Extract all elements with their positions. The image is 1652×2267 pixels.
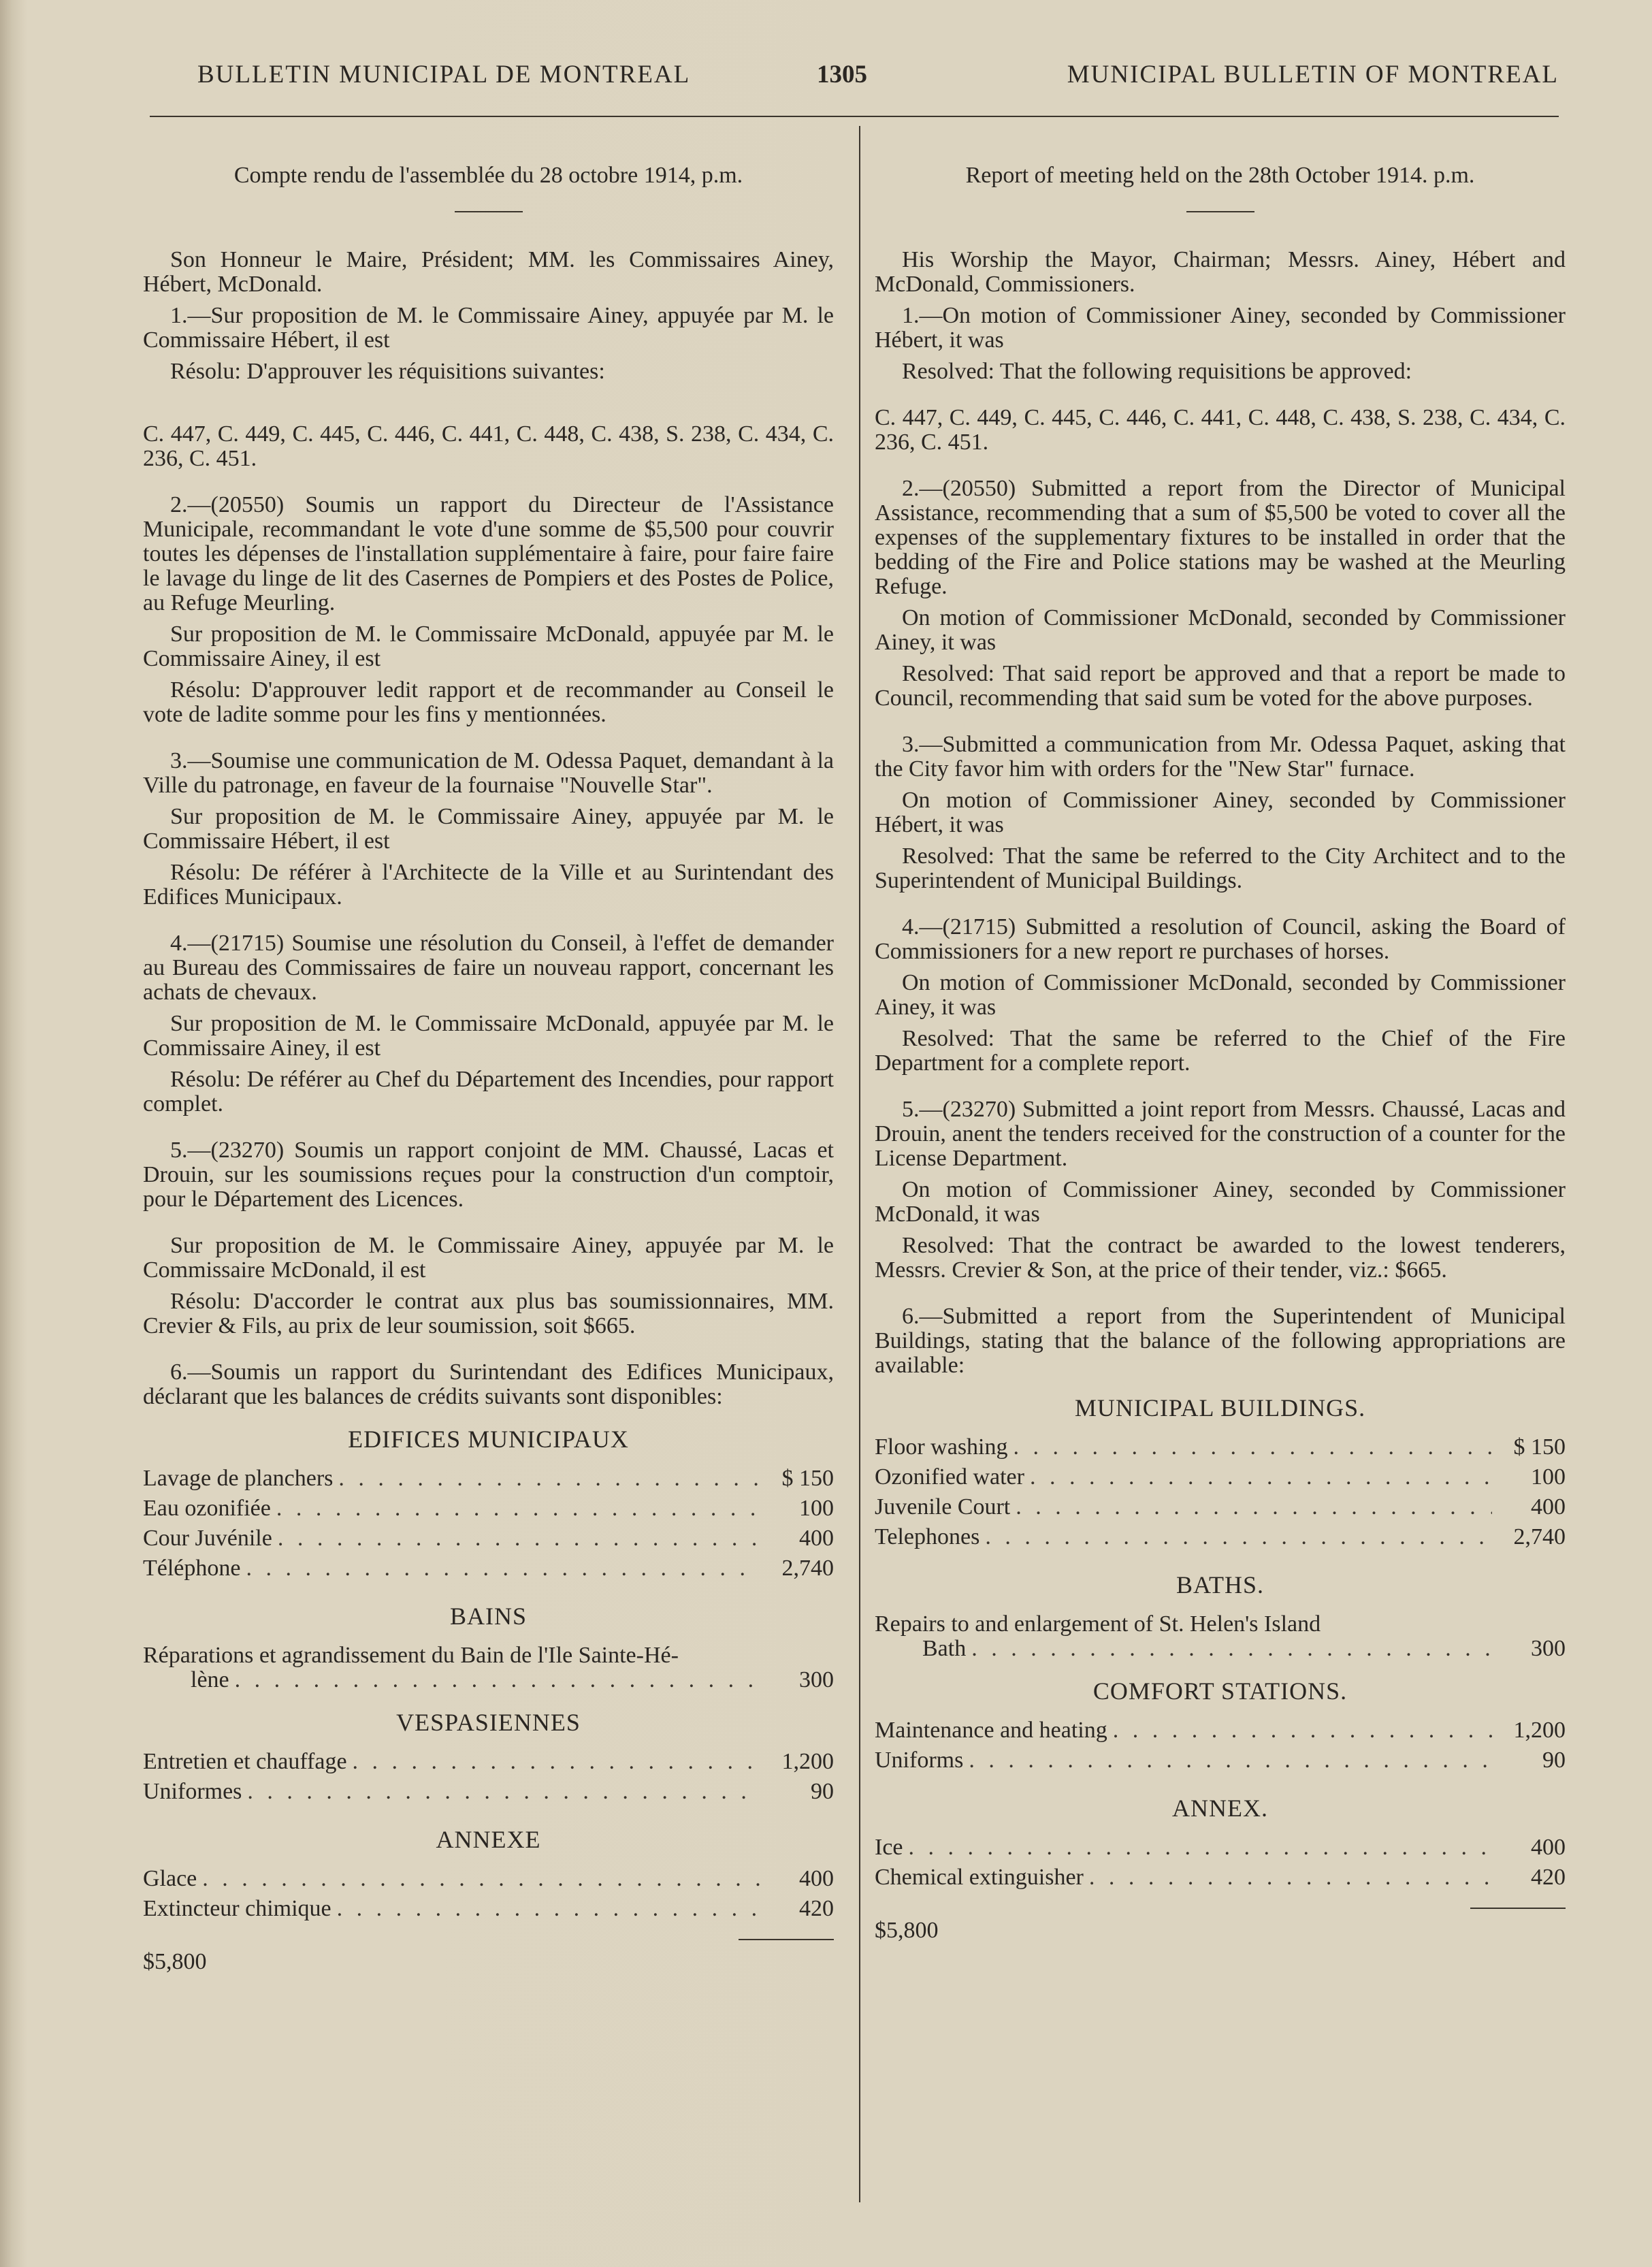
- item-value: 2,740: [1513, 1524, 1566, 1549]
- page-header: [150, 60, 1559, 101]
- item3-resolved: Résolu: De référer à l'Architecte de la Ville et au Surintendant des Edifices Municipaux.: [143, 860, 834, 910]
- section-heading: MUNICIPAL BUILDINGS.: [1074, 1394, 1366, 1421]
- item-label: Juvenile Court: [875, 1494, 1011, 1520]
- item2-motion: On motion of Commissioner McDonald, seconded by Commissioner Ainey, it was: [875, 605, 1566, 655]
- list-item: [875, 1612, 1566, 1661]
- item5-resolved: Résolu: D'accorder le contrat aux plus bas soumissionnaires, MM. Crevier & Fils, au prix de leur soumission, soit $665.: [143, 1289, 834, 1338]
- item-value: 2,740: [781, 1556, 834, 1581]
- item4-resolved: Resolved: That the same be referred to the Chief of the Fire Department for a complete report.: [875, 1026, 1566, 1076]
- title-rule: [455, 211, 523, 212]
- item-label: Uniforms: [875, 1748, 964, 1773]
- list-item: [143, 1556, 834, 1586]
- item4-report: 4.—(21715) Soumise une résolution du Conseil, à l'effet de demander au Bureau des Commissaires de faire un nouveau rapport, concernant les achats de chevaux.: [143, 931, 834, 1005]
- item2-report: 2.—(20550) Soumis un rapport du Directeur de l'Assistance Municipale, recommandant le vote d'une somme de $5,500 pour couvrir toutes les dépenses de l'installation supplémentaire à faire, pour faire faire le lavage du linge de lit des Casernes de Pompiers et des Postes de Police, au Refuge Meurling.: [143, 492, 834, 615]
- item3-report: 3.—Submitted a communication from Mr. Odessa Paquet, asking that the City favor him with orders for the "New Star" furnace.: [875, 732, 1566, 782]
- item3-motion: Sur proposition de M. le Commissaire Ainey, appuyée par M. le Commissaire Hébert, il est: [143, 804, 834, 854]
- meeting-title: Report of meeting held on the 28th October 1914. p.m.: [965, 163, 1475, 188]
- title-rule: [1186, 211, 1254, 212]
- item3-report: 3.—Soumise une communication de M. Odessa Paquet, demandant à la Ville du patronage, en faveur de la fournaise "Nouvelle Star".: [143, 748, 834, 798]
- item-value: 90: [1542, 1748, 1566, 1773]
- item-label-cont: Bath: [922, 1636, 967, 1661]
- item-label: Uniformes: [143, 1779, 242, 1804]
- list-item: [875, 1465, 1566, 1495]
- present-members: His Worship the Mayor, Chairman; Messrs. Ainey, Hébert and McDonald, Commissioners.: [875, 247, 1566, 297]
- item2-motion: Sur proposition de M. le Commissaire McDonald, appuyée par M. le Commissaire Ainey, il est: [143, 622, 834, 671]
- item-label: Entretien et chauffage: [143, 1749, 347, 1774]
- item5-motion: On motion of Commissioner Ainey, seconded by Commissioner McDonald, it was: [875, 1177, 1566, 1227]
- item-value: 100: [1531, 1464, 1566, 1490]
- item-value: 100: [799, 1496, 834, 1521]
- item-value: 420: [799, 1896, 834, 1921]
- total-rule: [1470, 1908, 1566, 1909]
- item-value: 1,200: [1513, 1718, 1566, 1743]
- english-column: [875, 163, 1566, 1943]
- item1-motion: 1.—On motion of Commissioner Ainey, seconded by Commissioner Hébert, it was: [875, 303, 1566, 353]
- header-english-title: MUNICIPAL BULLETIN OF MONTREAL: [1067, 61, 1559, 89]
- item6-report: 6.—Submitted a report from the Superintendent of Municipal Buildings, stating that the balance of the following appropriations are available:: [875, 1304, 1566, 1378]
- item-value: $ 150: [781, 1466, 834, 1491]
- section-heading: ANNEXE: [436, 1826, 541, 1853]
- list-item: [875, 1525, 1566, 1555]
- item4-report: 4.—(21715) Submitted a resolution of Council, asking the Board of Commissioners for a new report re purchases of horses.: [875, 914, 1566, 964]
- item-label-cont: lène: [191, 1667, 229, 1692]
- total-amount: $5,800: [143, 1949, 207, 1974]
- item2-report: 2.—(20550) Submitted a report from the Director of Municipal Assistance, recommending that a sum of $5,500 be voted to cover all the expenses of the supplementary fixtures to be installed in order that the bedding of the Fire and Police stations may be washed at the Meurling Refuge.: [875, 476, 1566, 599]
- item6-report: 6.—Soumis un rapport du Surintendant des Edifices Municipaux, déclarant que les balances de crédits suivants sont disponibles:: [143, 1360, 834, 1409]
- item-label: Repairs to and enlargement of St. Helen's Island: [875, 1611, 1321, 1637]
- list-item: [143, 1897, 834, 1927]
- item-value: $ 150: [1513, 1434, 1566, 1460]
- item3-motion: On motion of Commissioner Ainey, seconded by Commissioner Hébert, it was: [875, 788, 1566, 837]
- item-label: Téléphone: [143, 1556, 241, 1581]
- list-item: [143, 1643, 834, 1692]
- list-item: [143, 1867, 834, 1897]
- item1-resolved: Resolved: That the following requisitions be approved:: [902, 359, 1412, 384]
- list-item: [143, 1750, 834, 1780]
- section-heading: COMFORT STATIONS.: [1092, 1677, 1348, 1705]
- list-item: [143, 1780, 834, 1810]
- item5-report: 5.—(23270) Soumis un rapport conjoint de MM. Chaussé, Lacas et Drouin, sur les soumissions reçues pour la construction d'un comptoir, pour le Département des Licences.: [143, 1138, 834, 1212]
- item-label: Cour Juvénile: [143, 1526, 272, 1551]
- section-heading: ANNEX.: [1172, 1795, 1268, 1822]
- list-item: [143, 1496, 834, 1526]
- item4-motion: Sur proposition de M. le Commissaire McDonald, appuyée par M. le Commissaire Ainey, il est: [143, 1011, 834, 1061]
- section-heading: BAINS: [449, 1603, 528, 1630]
- item1-motion: 1.—Sur proposition de M. le Commissaire Ainey, appuyée par M. le Commissaire Hébert, il est: [143, 303, 834, 353]
- item-label: Réparations et agrandissement du Bain de l'Ile Sainte-Hé-: [143, 1643, 679, 1668]
- list-item: [143, 1526, 834, 1556]
- list-item: [143, 1466, 834, 1496]
- item-label: Glace: [143, 1866, 197, 1891]
- item-label: Ozonified water: [875, 1464, 1024, 1490]
- item-label: Floor washing: [875, 1434, 1008, 1460]
- item-value: 400: [1531, 1835, 1566, 1860]
- list-item: [875, 1435, 1566, 1465]
- item4-resolved: Résolu: De référer au Chef du Département des Incendies, pour rapport complet.: [143, 1067, 834, 1116]
- item-label: Telephones: [875, 1524, 980, 1549]
- item-label: Lavage de planchers: [143, 1466, 334, 1491]
- french-column: [143, 163, 834, 1974]
- total-rule: [739, 1939, 834, 1940]
- requisitions-list: C. 447, C. 449, C. 445, C. 446, C. 441, C. 448, C. 438, S. 238, C. 434, C. 236, C. 451.: [143, 421, 834, 471]
- item-value: 1,200: [781, 1749, 834, 1774]
- section-heading: EDIFICES MUNICIPAUX: [348, 1426, 629, 1453]
- item-label: Extincteur chimique: [143, 1896, 331, 1921]
- column-divider: [859, 126, 860, 2202]
- list-item: [875, 1835, 1566, 1865]
- item-value: 420: [1531, 1865, 1566, 1890]
- item-label: Eau ozonifiée: [143, 1496, 271, 1521]
- item-value: 400: [799, 1526, 834, 1551]
- header-rule: [150, 116, 1559, 117]
- item-label: Chemical extinguisher: [875, 1865, 1084, 1890]
- page-number: 1305: [817, 61, 867, 89]
- item4-motion: On motion of Commissioner McDonald, seconded by Commissioner Ainey, it was: [875, 970, 1566, 1020]
- item2-resolved: Resolved: That said report be approved and that a report be made to Council, recommending that said sum be voted for the above purposes.: [875, 661, 1566, 711]
- item-value: 400: [799, 1866, 834, 1891]
- header-french-title: BULLETIN MUNICIPAL DE MONTREAL: [197, 61, 691, 89]
- item5-motion: Sur proposition de M. le Commissaire Ainey, appuyée par M. le Commissaire McDonald, il est: [143, 1233, 834, 1283]
- section-heading: VESPASIENNES: [396, 1709, 581, 1736]
- item3-resolved: Resolved: That the same be referred to the City Architect and to the Superintendent of Municipal Buildings.: [875, 843, 1566, 893]
- item-value: 90: [811, 1779, 834, 1804]
- requisitions-list: C. 447, C. 449, C. 445, C. 446, C. 441, C. 448, C. 438, S. 238, C. 434, C. 236, C. 451.: [875, 405, 1566, 455]
- item2-resolved: Résolu: D'approuver ledit rapport et de recommander au Conseil le vote de ladite somme pour les fins y mentionnées.: [143, 677, 834, 727]
- item-label: Maintenance and heating: [875, 1718, 1107, 1743]
- list-item: [875, 1495, 1566, 1525]
- total-amount: $5,800: [875, 1918, 939, 1943]
- list-item: [875, 1748, 1566, 1778]
- item-value: 300: [1531, 1636, 1566, 1661]
- item-label: Ice: [875, 1835, 903, 1860]
- item1-resolved: Résolu: D'approuver les réquisitions suivantes:: [170, 359, 605, 384]
- item5-report: 5.—(23270) Submitted a joint report from Messrs. Chaussé, Lacas and Drouin, anent the tenders received for the construction of a counter for the License Department.: [875, 1097, 1566, 1171]
- present-members: Son Honneur le Maire, Président; MM. les Commissaires Ainey, Hébert, McDonald.: [143, 247, 834, 297]
- section-heading: BATHS.: [1176, 1571, 1265, 1598]
- list-item: [875, 1718, 1566, 1748]
- list-item: [875, 1865, 1566, 1895]
- meeting-title: Compte rendu de l'assemblée du 28 octobre 1914, p.m.: [233, 163, 743, 188]
- item-value: 300: [799, 1667, 834, 1692]
- item-value: 400: [1531, 1494, 1566, 1520]
- item5-resolved: Resolved: That the contract be awarded to the lowest tenderers, Messrs. Crevier & Son, at the price of their tender, viz.: $665.: [875, 1233, 1566, 1283]
